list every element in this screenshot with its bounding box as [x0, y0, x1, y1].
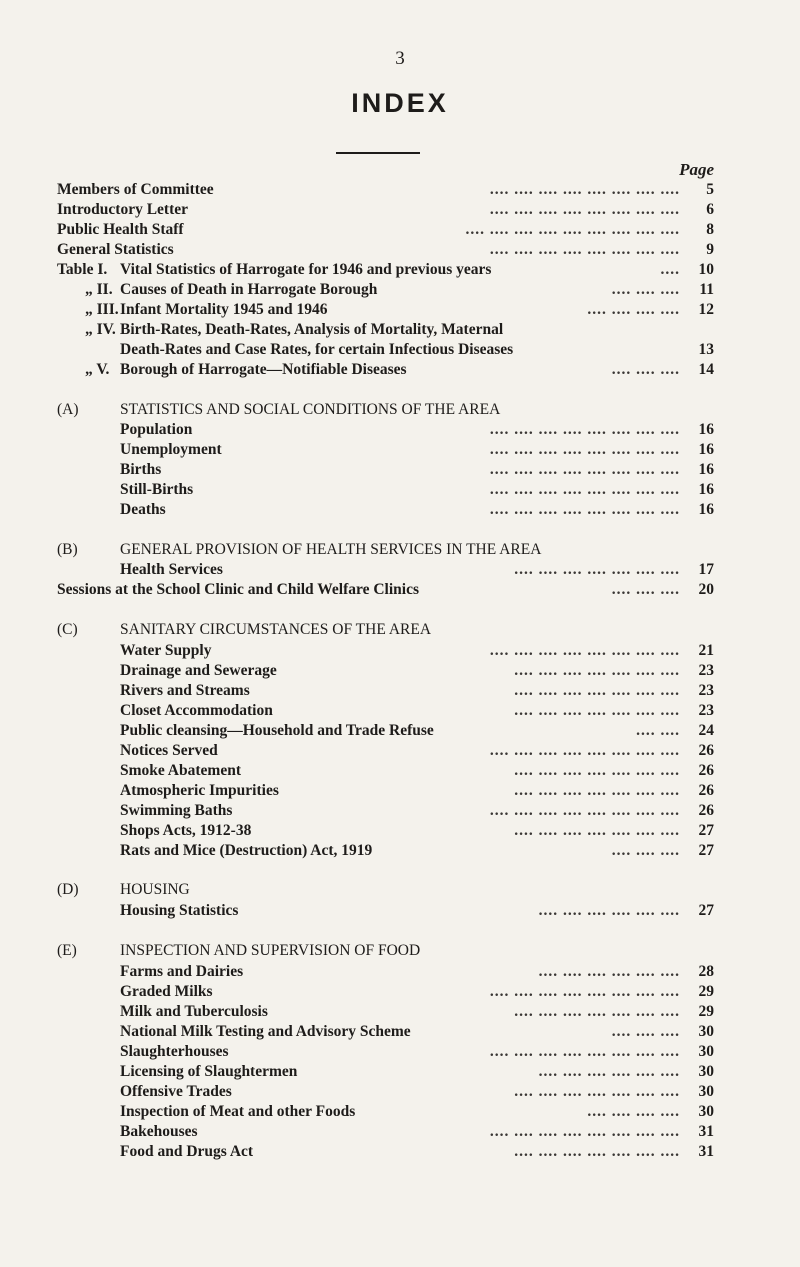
leader-dots: .... .... .... .... .... .... .... .... [489, 421, 680, 438]
leader-dots: .... .... .... [611, 842, 680, 859]
table-prefix: „ V. [85, 361, 110, 378]
index-entry [120, 661, 714, 680]
entry-page: 20 [698, 581, 714, 598]
entry-page: 29 [698, 983, 714, 1000]
entry-label: Slaughterhouses [120, 1043, 229, 1060]
index-entry [120, 1142, 714, 1161]
index-entry [57, 180, 714, 199]
entry-page: 30 [698, 1103, 714, 1120]
leader-dots: .... .... .... .... .... .... .... .... [489, 802, 680, 819]
entry-page: 31 [698, 1123, 714, 1140]
entry-page: 10 [698, 261, 714, 278]
leader-dots: .... .... .... .... .... .... [538, 963, 680, 980]
leader-dots: .... .... .... .... .... .... .... .... [489, 441, 680, 458]
index-entry [120, 1002, 714, 1021]
entry-page: 31 [698, 1143, 714, 1160]
leader-dots: .... .... .... .... .... .... .... .... [489, 642, 680, 659]
leader-dots: .... .... .... .... .... .... .... [514, 1003, 680, 1020]
index-entry [120, 1062, 714, 1081]
section-key: (B) [57, 541, 78, 558]
entry-page: 30 [698, 1083, 714, 1100]
entry-page: 23 [698, 682, 714, 699]
entry-page: 13 [698, 341, 714, 358]
leader-dots: .... .... [636, 722, 680, 739]
index-entry [57, 580, 714, 599]
table-entry [57, 320, 714, 339]
table-prefix: Table I. [57, 261, 108, 278]
entry-label: Water Supply [120, 642, 212, 659]
entry-page: 29 [698, 1003, 714, 1020]
entry-label: Borough of Harrogate—Notifiable Diseases [120, 361, 407, 378]
index-entry [120, 901, 714, 920]
leader-dots: .... .... .... .... .... .... [538, 902, 680, 919]
section-title: SANITARY CIRCUMSTANCES OF THE AREA [120, 621, 432, 638]
index-entry [57, 240, 714, 259]
entry-page: 16 [698, 441, 714, 458]
section-title: HOUSING [120, 881, 190, 898]
section-key: (C) [57, 621, 78, 638]
entry-label: Graded Milks [120, 983, 213, 1000]
leader-dots: .... .... .... .... .... .... .... .... [489, 461, 680, 478]
entry-label: Offensive Trades [120, 1083, 232, 1100]
entry-label: Bakehouses [120, 1123, 198, 1140]
entry-page: 17 [698, 561, 714, 578]
index-entry [57, 220, 714, 239]
leader-dots: .... .... .... [611, 361, 680, 378]
entry-label: Health Services [120, 561, 223, 578]
entry-label: Drainage and Sewerage [120, 662, 277, 679]
leader-dots: .... .... .... .... [587, 1103, 680, 1120]
entry-page: 14 [698, 361, 714, 378]
entry-page: 16 [698, 481, 714, 498]
entry-label: Smoke Abatement [120, 762, 241, 779]
table-entry [57, 340, 714, 359]
entry-label: Rats and Mice (Destruction) Act, 1919 [120, 842, 373, 859]
leader-dots: .... .... .... [611, 281, 680, 298]
entry-label: Farms and Dairies [120, 963, 244, 980]
entry-page: 26 [698, 802, 714, 819]
entry-page: 16 [698, 421, 714, 438]
entry-label: Deaths [120, 501, 166, 518]
index-entry [120, 1102, 714, 1121]
entry-page: 26 [698, 782, 714, 799]
entry-label: Swimming Baths [120, 802, 233, 819]
page-column-header: Page [679, 160, 714, 179]
index-title: INDEX [351, 88, 449, 118]
entry-label: National Milk Testing and Advisory Scheme [120, 1023, 411, 1040]
entry-page: 23 [698, 702, 714, 719]
entry-page: 26 [698, 742, 714, 759]
entry-label: Milk and Tuberculosis [120, 1003, 268, 1020]
index-entry [120, 821, 714, 840]
index-entry [120, 841, 714, 860]
index-entry [120, 480, 714, 499]
entry-page: 16 [698, 501, 714, 518]
leader-dots: .... .... .... .... .... .... .... [514, 702, 680, 719]
index-entry [120, 460, 714, 479]
entry-page: 30 [698, 1043, 714, 1060]
index-entry [120, 1122, 714, 1141]
entry-label: Rivers and Streams [120, 682, 250, 699]
entry-page: 27 [698, 902, 714, 919]
entry-page: 5 [706, 181, 714, 198]
entry-page: 26 [698, 762, 714, 779]
index-entry [120, 1042, 714, 1061]
index-entry [120, 701, 714, 720]
entry-page: 16 [698, 461, 714, 478]
leader-dots: .... .... .... .... .... .... .... [514, 782, 680, 799]
index-entry [120, 641, 714, 660]
index-entry [57, 200, 714, 219]
entry-page: 11 [699, 281, 714, 298]
title-rule [336, 152, 420, 154]
index-entry [120, 741, 714, 760]
entry-label: Population [120, 421, 193, 438]
entry-page: 27 [698, 842, 714, 859]
leader-dots: .... .... .... .... [587, 301, 680, 318]
table-entry [57, 260, 714, 279]
entry-label: General Statistics [57, 241, 174, 258]
index-entry [120, 1082, 714, 1101]
entry-label: Licensing of Slaughtermen [120, 1063, 298, 1080]
index-entry [120, 500, 714, 519]
entry-page: 8 [706, 221, 714, 238]
leader-dots: .... [660, 261, 680, 278]
entry-label: Atmospheric Impurities [120, 782, 279, 799]
entry-page: 28 [698, 963, 714, 980]
entry-page: 12 [698, 301, 714, 318]
leader-dots: .... .... .... .... .... .... .... .... [489, 181, 680, 198]
section-heading [57, 400, 500, 420]
entry-page: 6 [706, 201, 714, 218]
page-number: 3 [395, 48, 405, 69]
table-prefix: „ IV. [85, 321, 116, 338]
section-heading [57, 941, 420, 961]
leader-dots: .... .... .... [611, 1023, 680, 1040]
entry-page: 30 [698, 1063, 714, 1080]
entry-label: Public Health Staff [57, 221, 184, 238]
entry-label: Births [120, 461, 162, 478]
index-entry [120, 1022, 714, 1041]
entry-label: Introductory Letter [57, 201, 189, 218]
leader-dots: .... .... .... .... .... .... .... [514, 662, 680, 679]
index-entry [120, 781, 714, 800]
index-entry [120, 721, 714, 740]
leader-dots: .... .... .... .... .... .... .... .... [489, 501, 680, 518]
index-entry [120, 801, 714, 820]
entry-page: 21 [698, 642, 714, 659]
entry-label: Shops Acts, 1912-38 [120, 822, 252, 839]
leader-dots: .... .... .... .... .... .... .... .... [489, 1123, 680, 1140]
leader-dots: .... .... .... .... .... .... .... [514, 682, 680, 699]
index-entry [120, 681, 714, 700]
leader-dots: .... .... .... .... .... .... .... [514, 822, 680, 839]
entry-label: Inspection of Meat and other Foods [120, 1103, 356, 1120]
leader-dots: .... .... .... .... .... .... .... .... [489, 241, 680, 258]
entry-label: Unemployment [120, 441, 222, 458]
entry-label: Notices Served [120, 742, 218, 759]
section-key: (D) [57, 881, 79, 898]
table-prefix: „ II. [85, 281, 113, 298]
index-entry [120, 962, 714, 981]
leader-dots: .... .... .... .... .... .... .... .... [489, 742, 680, 759]
entry-label: Vital Statistics of Harrogate for 1946 and previous years [120, 261, 492, 278]
leader-dots: .... .... .... [611, 581, 680, 598]
table-entry [57, 360, 714, 379]
leader-dots: .... .... .... .... .... .... .... [514, 561, 680, 578]
section-heading [57, 880, 190, 900]
entry-label: Housing Statistics [120, 902, 239, 919]
entry-label: Still-Births [120, 481, 194, 498]
leader-dots: .... .... .... .... .... .... .... .... [489, 201, 680, 218]
entry-label: Sessions at the School Clinic and Child Welfare Clinics [57, 581, 420, 598]
leader-dots: .... .... .... .... .... .... .... .... [489, 481, 680, 498]
entry-label: Closet Accommodation [120, 702, 273, 719]
section-title: STATISTICS AND SOCIAL CONDITIONS OF THE AREA [120, 401, 501, 418]
index-entry [120, 440, 714, 459]
section-title: GENERAL PROVISION OF HEALTH SERVICES IN THE AREA [120, 541, 542, 558]
entry-label: Death-Rates and Case Rates, for certain Infectious Diseases [120, 341, 514, 358]
section-key: (E) [57, 942, 77, 959]
table-entry [57, 280, 714, 299]
entry-label: Food and Drugs Act [120, 1143, 254, 1160]
entry-label: Birth-Rates, Death-Rates, Analysis of Mortality, Maternal [120, 321, 504, 338]
entry-page: 27 [698, 822, 714, 839]
table-prefix: „ III. [85, 301, 119, 318]
section-key: (A) [57, 401, 79, 418]
leader-dots: .... .... .... .... .... .... .... .... .... [465, 221, 680, 238]
entry-label: Public cleansing—Household and Trade Refuse [120, 722, 434, 739]
section-heading [57, 540, 541, 560]
section-title: INSPECTION AND SUPERVISION OF FOOD [120, 942, 421, 959]
entry-label: Members of Committee [57, 181, 214, 198]
leader-dots: .... .... .... .... .... .... .... .... [489, 1043, 680, 1060]
index-entry [120, 420, 714, 439]
leader-dots: .... .... .... .... .... .... [538, 1063, 680, 1080]
entry-label: Causes of Death in Harrogate Borough [120, 281, 378, 298]
index-entry [120, 982, 714, 1001]
leader-dots: .... .... .... .... .... .... .... [514, 1143, 680, 1160]
leader-dots: .... .... .... .... .... .... .... .... [489, 983, 680, 1000]
leader-dots: .... .... .... .... .... .... .... [514, 762, 680, 779]
entry-page: 24 [698, 722, 714, 739]
entry-label: Infant Mortality 1945 and 1946 [120, 301, 328, 318]
entry-page: 9 [706, 241, 714, 258]
index-entry [120, 560, 714, 579]
index-entry [120, 761, 714, 780]
entry-page: 30 [698, 1023, 714, 1040]
entry-page: 23 [698, 662, 714, 679]
table-entry [57, 300, 714, 319]
leader-dots: .... .... .... .... .... .... .... [514, 1083, 680, 1100]
section-heading [57, 620, 431, 640]
